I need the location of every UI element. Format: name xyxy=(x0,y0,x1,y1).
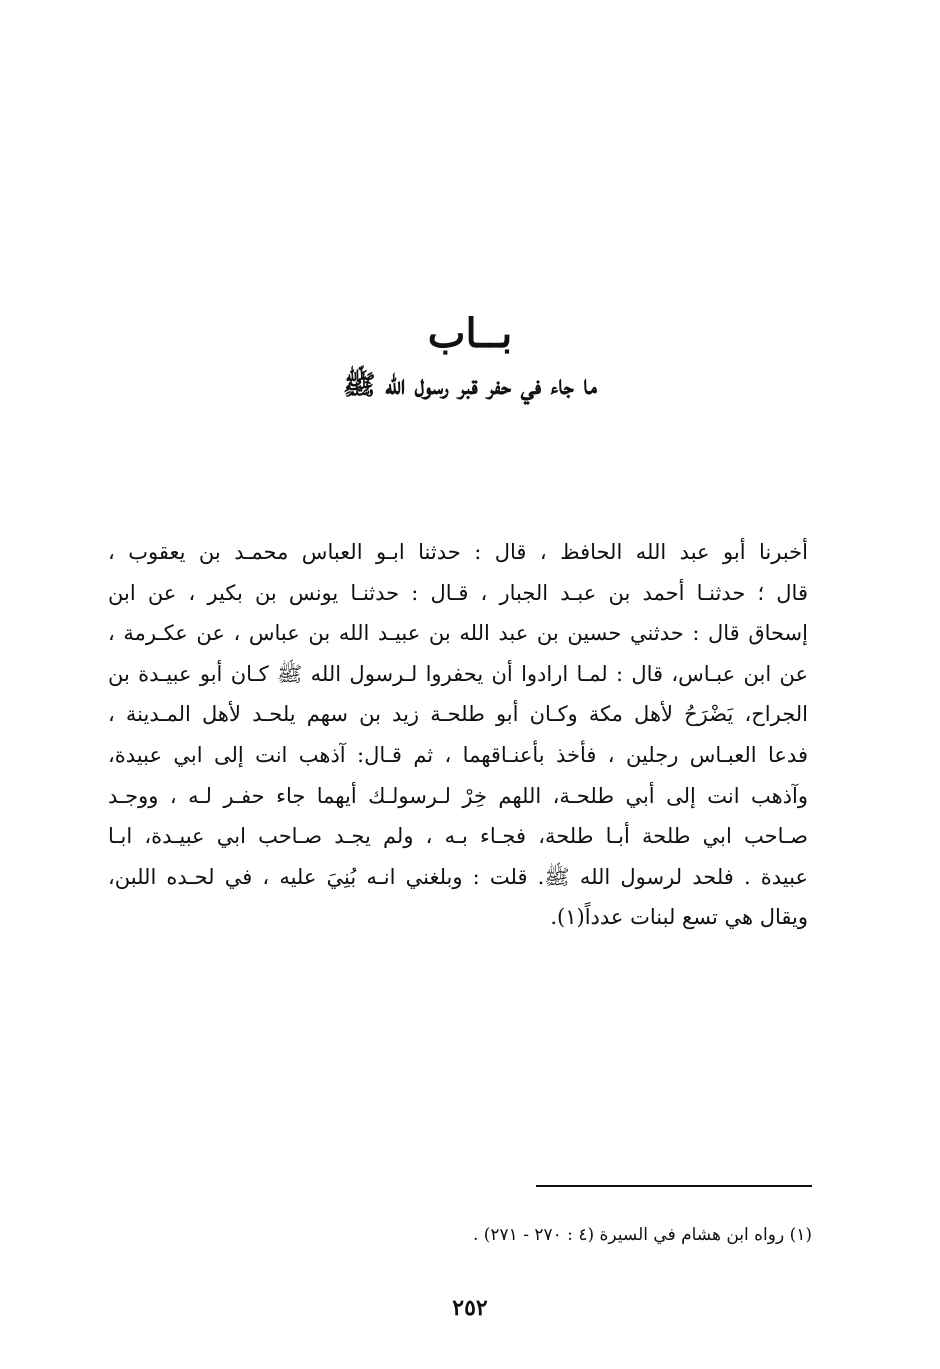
paragraph-line: ويقال هي تسع لبنات عدداً(١). xyxy=(550,905,808,930)
paragraph-line: أخبرنا أبو عبد الله الحافظ ، قال : حدثنا ابـو العباس محمـد بن يعقوب ، xyxy=(108,540,808,564)
main-paragraph xyxy=(108,532,808,938)
footnote: (١) رواه ابن هشام في السيرة (٤ : ٢٧٠ - ٢٧١) . xyxy=(472,1225,812,1245)
paragraph-line: إسحاق قال : حدثني حسين بن عبد الله بن عبيـد الله بن عباس ، عن عكـرمة ، xyxy=(108,621,808,646)
paragraph-line: وآذهب انت إلى أبي طلحـة، اللهم خِرْ لـرسولـك أيهما جاء حفـر لـه ، ووجـد xyxy=(108,783,808,808)
chapter-subtitle: ما جاء في حفر قبر رسول الله ﷺ xyxy=(343,370,597,401)
paragraph-line: عن ابن عبـاس، قال : لمـا ارادوا أن يحفروا لـرسول الله ﷺ كـان أبو عبيـدة بن xyxy=(108,661,808,686)
paragraph-line: الجراح، يَضْرَحُ لأهل مكة وكـان أبو طلحـة زيد بن سهم يلحـد لأهل المـدينة ، xyxy=(108,702,808,727)
paragraph-line: صـاحب ابي طلحة أبـا طلحة، فجـاء بـه ، ولم يجـد صـاحب ابي عبيـدة، ابـا xyxy=(108,824,808,849)
paragraph-line: فدعا العبـاس رجلين ، فأخذ بأعنـاقهما ، ثم قـال: آذهب انت إلى ابي عبيدة، xyxy=(108,742,808,767)
chapter-heading: بــاب xyxy=(427,310,513,357)
page-number: ٢٥٢ xyxy=(452,1295,488,1321)
paragraph-line: عبيدة . فلحد لرسول الله ﷺ. قلت : وبلغني انـه بُنِيَ عليه ، في لحـده اللبن، xyxy=(108,864,808,889)
paragraph-line: قال ؛ حدثنـا أحمد بن عبـد الجبار ، قـال : حدثنـا يونس بن بكير ، عن ابن xyxy=(108,580,808,605)
footnote-divider xyxy=(536,1185,812,1187)
